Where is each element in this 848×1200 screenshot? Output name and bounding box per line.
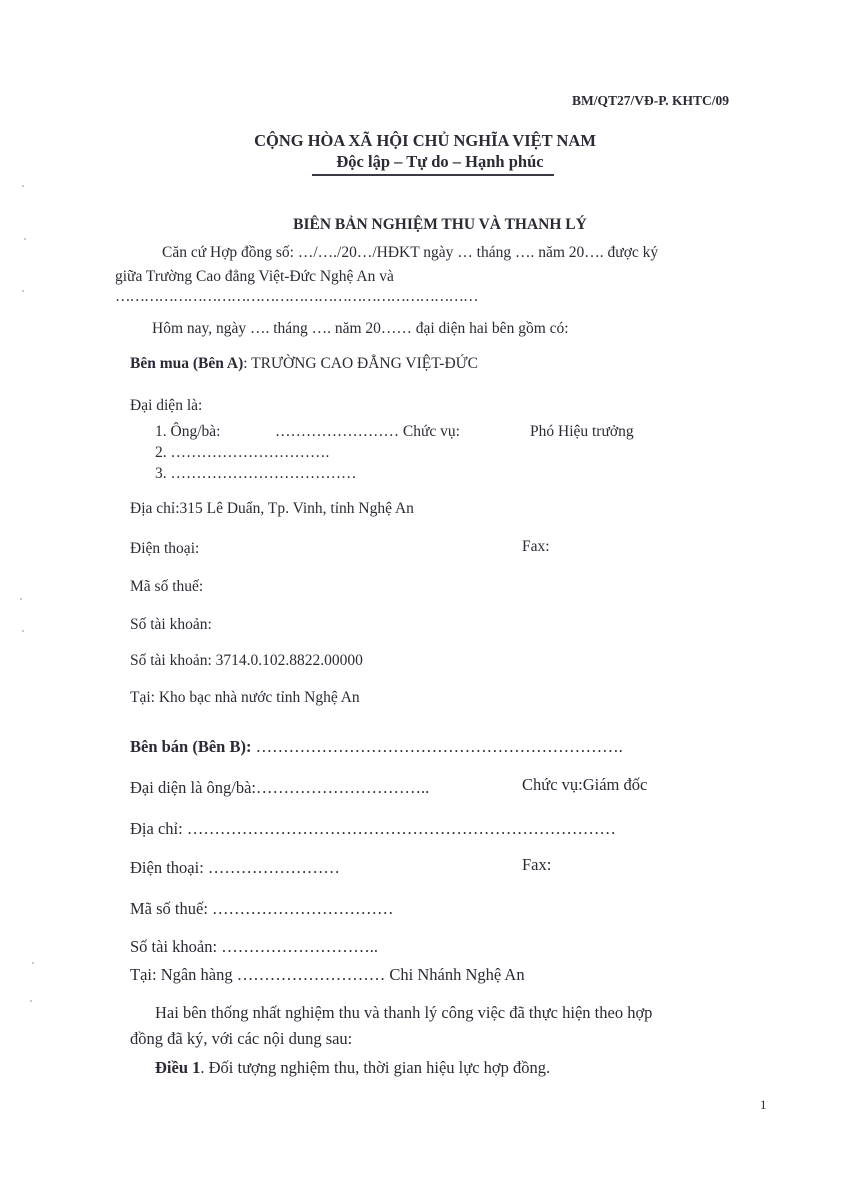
party-a-fax: Fax: xyxy=(522,538,550,555)
article-1-text: . Đối tượng nghiệm thu, thời gian hiệu lực hợp đồng. xyxy=(200,1058,551,1077)
page-number: 1 xyxy=(760,1097,767,1112)
intro-line-3: ………………………………………………………………… xyxy=(115,288,478,305)
party-b-address: Địa chỉ: …………………………………………………………………… xyxy=(130,819,616,838)
party-a-line xyxy=(130,355,478,373)
party-a-rep1-prefix: 1. Ông/bà: xyxy=(155,423,221,440)
article-1-label: Điều 1 xyxy=(155,1058,201,1077)
agreement-line-2: đồng đã ký, với các nội dung sau: xyxy=(130,1029,353,1048)
motto: Độc lập – Tự do – Hạnh phúc xyxy=(336,152,544,171)
party-a-name: : TRƯỜNG CAO ĐẲNG VIỆT-ĐỨC xyxy=(243,355,478,372)
party-b-tax: Mã số thuế: …………………………… xyxy=(130,899,394,918)
document-title: BIÊN BẢN NGHIỆM THU VÀ THANH LÝ xyxy=(293,216,587,233)
scan-mark xyxy=(30,1000,32,1002)
party-a-tax: Mã số thuế: xyxy=(130,578,204,595)
party-a-bank: Tại: Kho bạc nhà nước tỉnh Nghệ An xyxy=(130,689,360,706)
party-a-heading: Bên mua (Bên A) xyxy=(130,355,244,372)
form-code: BM/QT27/VĐ-P. KHTC/09 xyxy=(572,93,730,108)
scan-mark xyxy=(22,290,24,292)
party-b-phone: Điện thoại: …………………… xyxy=(130,858,340,877)
nation-header: CỘNG HÒA XÃ HỘI CHỦ NGHĨA VIỆT NAM xyxy=(254,131,596,150)
party-a-phone: Điện thoại: xyxy=(130,540,200,557)
party-b-heading: Bên bán (Bên B): xyxy=(130,737,252,756)
party-a-rep1-dots: …………………… Chức vụ: xyxy=(275,423,460,440)
scan-mark xyxy=(22,185,24,187)
party-b-account: Số tài khoản: ……………………….. xyxy=(130,937,378,956)
motto-underline xyxy=(312,174,554,176)
party-b-bank: Tại: Ngân hàng ……………………… Chi Nhánh Nghệ An xyxy=(130,965,525,984)
party-b-position: Chức vụ:Giám đốc xyxy=(522,775,648,794)
agreement-line-1: Hai bên thống nhất nghiệm thu và thanh lý công việc đã thực hiện theo hợp xyxy=(155,1003,653,1022)
intro-line-4: Hôm nay, ngày …. tháng …. năm 20…… đại diện hai bên gồm có: xyxy=(152,320,569,337)
scan-mark xyxy=(32,962,34,964)
party-a-rep-label: Đại diện là: xyxy=(130,397,203,414)
scan-mark xyxy=(20,598,22,600)
party-b-heading-dots: …………………………………………………………. xyxy=(251,737,623,756)
party-b-rep: Đại diện là ông/bà:………………………….. xyxy=(130,778,430,797)
party-b-line xyxy=(130,737,623,757)
party-a-account-1: Số tài khoản: xyxy=(130,616,212,633)
party-b-fax: Fax: xyxy=(522,855,552,874)
party-a-address: Địa chỉ:315 Lê Duẩn, Tp. Vinh, tỉnh Nghệ An xyxy=(130,500,414,517)
party-a-rep3: 3. ……………………………… xyxy=(155,465,357,482)
party-a-account-2: Số tài khoản: 3714.0.102.8822.00000 xyxy=(130,652,363,669)
scan-mark xyxy=(22,630,24,632)
party-a-rep2: 2. …………………………. xyxy=(155,444,330,461)
scan-mark xyxy=(24,238,26,240)
intro-line-1: Căn cứ Hợp đồng số: …/…./20…/HĐKT ngày … tháng …. năm 20…. được ký xyxy=(162,244,659,261)
party-a-rep1-position: Phó Hiệu trưởng xyxy=(530,423,634,440)
article-1 xyxy=(155,1058,550,1078)
intro-line-2: giữa Trường Cao đẳng Việt-Đức Nghệ An và xyxy=(115,268,394,285)
